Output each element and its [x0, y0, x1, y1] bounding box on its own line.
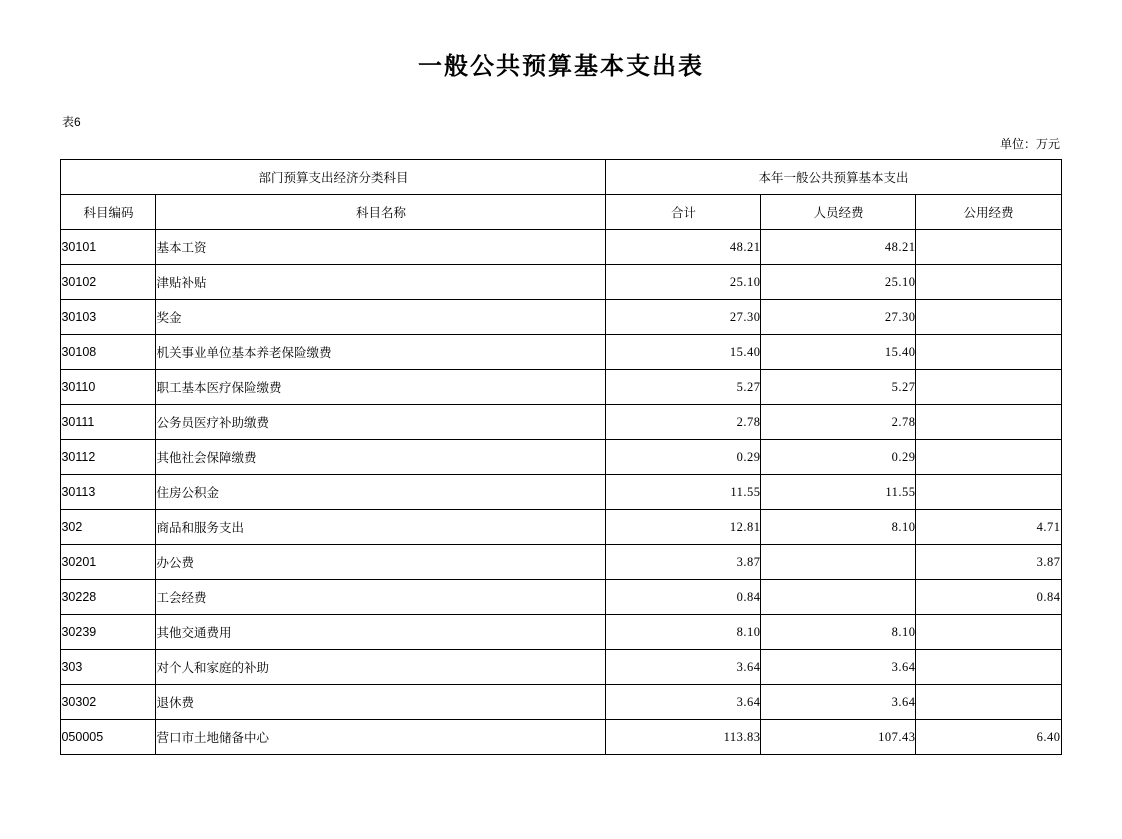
- cell-total: 11.55: [606, 475, 761, 510]
- cell-subject-name: 公务员医疗补助缴费: [156, 405, 606, 440]
- cell-public: [916, 370, 1061, 405]
- cell-subject-code: 30108: [61, 335, 156, 370]
- cell-total: 0.29: [606, 440, 761, 475]
- cell-public: [916, 685, 1061, 720]
- table-label: 表6: [62, 115, 81, 129]
- cell-total: 0.84: [606, 580, 761, 615]
- cell-subject-code: 30103: [61, 300, 156, 335]
- cell-subject-code: 30228: [61, 580, 156, 615]
- cell-public: 4.71: [916, 510, 1061, 545]
- cell-personnel: 107.43: [761, 720, 916, 755]
- table-row: [61, 230, 1061, 265]
- cell-total: 3.87: [606, 545, 761, 580]
- cell-subject-name: 退休费: [156, 685, 606, 720]
- cell-subject-name: 工会经费: [156, 580, 606, 615]
- cell-personnel: 11.55: [761, 475, 916, 510]
- cell-total: 27.30: [606, 300, 761, 335]
- cell-subject-code: 30113: [61, 475, 156, 510]
- table-group-header-row: [61, 160, 1061, 195]
- cell-personnel: 15.40: [761, 335, 916, 370]
- cell-subject-code: 050005: [61, 720, 156, 755]
- cell-personnel: 27.30: [761, 300, 916, 335]
- table-column-header-row: [61, 195, 1061, 230]
- column-header-name: 科目名称: [156, 195, 606, 230]
- cell-subject-code: 30102: [61, 265, 156, 300]
- cell-total: 3.64: [606, 685, 761, 720]
- table-row: [61, 265, 1061, 300]
- cell-total: 25.10: [606, 265, 761, 300]
- cell-personnel: 8.10: [761, 510, 916, 545]
- cell-subject-name: 职工基本医疗保险缴费: [156, 370, 606, 405]
- column-header-public: 公用经费: [916, 195, 1061, 230]
- cell-subject-code: 30101: [61, 230, 156, 265]
- cell-subject-code: 30201: [61, 545, 156, 580]
- cell-personnel: [761, 580, 916, 615]
- cell-personnel: 0.29: [761, 440, 916, 475]
- cell-personnel: 2.78: [761, 405, 916, 440]
- cell-subject-name: 其他社会保障缴费: [156, 440, 606, 475]
- cell-total: 15.40: [606, 335, 761, 370]
- table-row: [61, 615, 1061, 650]
- cell-total: 5.27: [606, 370, 761, 405]
- cell-personnel: 25.10: [761, 265, 916, 300]
- cell-personnel: 8.10: [761, 615, 916, 650]
- budget-table: [60, 159, 1061, 755]
- table-head: [61, 160, 1061, 230]
- cell-subject-name: 奖金: [156, 300, 606, 335]
- cell-public: [916, 440, 1061, 475]
- cell-subject-name: 营口市土地储备中心: [156, 720, 606, 755]
- cell-subject-code: 30111: [61, 405, 156, 440]
- page-title: 一般公共预算基本支出表: [418, 54, 704, 80]
- cell-subject-name: 机关事业单位基本养老保险缴费: [156, 335, 606, 370]
- cell-public: [916, 265, 1061, 300]
- cell-public: [916, 230, 1061, 265]
- cell-subject-name: 其他交通费用: [156, 615, 606, 650]
- table-row: [61, 405, 1061, 440]
- cell-personnel: 5.27: [761, 370, 916, 405]
- table-row: [61, 545, 1061, 580]
- cell-subject-code: 30302: [61, 685, 156, 720]
- cell-total: 48.21: [606, 230, 761, 265]
- table-row: [61, 370, 1061, 405]
- unit-note: 单位：万元: [999, 137, 1060, 151]
- meta-row: [0, 113, 1122, 151]
- table-row: [61, 335, 1061, 370]
- table-row: [61, 685, 1061, 720]
- cell-subject-code: 30110: [61, 370, 156, 405]
- cell-total: 3.64: [606, 650, 761, 685]
- cell-subject-name: 住房公积金: [156, 475, 606, 510]
- cell-public: 3.87: [916, 545, 1061, 580]
- column-header-code: 科目编码: [61, 195, 156, 230]
- cell-subject-name: 商品和服务支出: [156, 510, 606, 545]
- cell-public: [916, 405, 1061, 440]
- cell-public: [916, 615, 1061, 650]
- cell-public: [916, 475, 1061, 510]
- table-row: [61, 440, 1061, 475]
- cell-total: 12.81: [606, 510, 761, 545]
- cell-total: 8.10: [606, 615, 761, 650]
- group-header-right: 本年一般公共预算基本支出: [606, 160, 1061, 195]
- table-row: [61, 510, 1061, 545]
- cell-public: [916, 650, 1061, 685]
- cell-subject-name: 津贴补贴: [156, 265, 606, 300]
- cell-subject-name: 办公费: [156, 545, 606, 580]
- cell-public: 6.40: [916, 720, 1061, 755]
- cell-subject-code: 302: [61, 510, 156, 545]
- cell-total: 113.83: [606, 720, 761, 755]
- cell-personnel: 3.64: [761, 650, 916, 685]
- document-page: [0, 46, 1122, 839]
- table-row: [61, 720, 1061, 755]
- table-row: [61, 300, 1061, 335]
- group-header-left: 部门预算支出经济分类科目: [61, 160, 606, 195]
- cell-subject-code: 303: [61, 650, 156, 685]
- cell-personnel: 3.64: [761, 685, 916, 720]
- column-header-personnel: 人员经费: [761, 195, 916, 230]
- table-body: [61, 230, 1061, 755]
- table-row: [61, 475, 1061, 510]
- cell-subject-code: 30239: [61, 615, 156, 650]
- cell-public: [916, 300, 1061, 335]
- table-row: [61, 580, 1061, 615]
- cell-public: 0.84: [916, 580, 1061, 615]
- cell-personnel: 48.21: [761, 230, 916, 265]
- column-header-total: 合计: [606, 195, 761, 230]
- cell-public: [916, 335, 1061, 370]
- cell-total: 2.78: [606, 405, 761, 440]
- cell-subject-code: 30112: [61, 440, 156, 475]
- table-row: [61, 650, 1061, 685]
- cell-subject-name: 基本工资: [156, 230, 606, 265]
- cell-personnel: [761, 545, 916, 580]
- cell-subject-name: 对个人和家庭的补助: [156, 650, 606, 685]
